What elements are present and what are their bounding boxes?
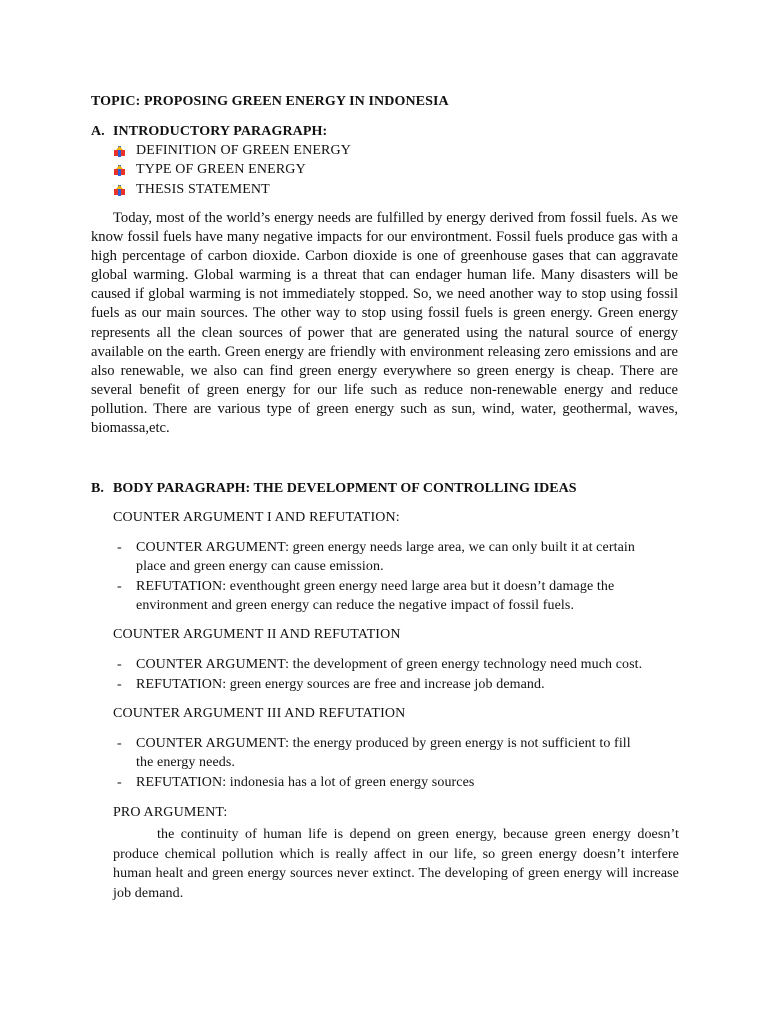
section-b-heading: BODY PARAGRAPH: THE DEVELOPMENT OF CONTROLLING IDEAS (113, 481, 577, 496)
bullet-text: DEFINITION OF GREEN ENERGY (136, 143, 352, 158)
group-title: COUNTER ARGUMENT II AND REFUTATION (113, 627, 401, 642)
group-title: COUNTER ARGUMENT III AND REFUTATION (113, 706, 406, 721)
document-topic: TOPIC: PROPOSING GREEN ENERGY IN INDONESIA (91, 94, 449, 109)
item-line: REFUTATION: indonesia has a lot of green energy sources (136, 775, 475, 790)
group-title: COUNTER ARGUMENT I AND REFUTATION: (113, 510, 400, 525)
dash-marker: - (117, 579, 122, 594)
dash-marker: - (117, 657, 122, 672)
introductory-paragraph: Today, most of the world’s energy needs are fulfilled by energy derived from fossil fuels. As we know fossil fuels have many negative impacts for our environtment. Fossil fuels produce gas with a high percentage of carbon dioxide. Carbon dioxide is one of greenhouse gases that can aggravate global warming. Global warming is a threat that can endager human life. Many disasters will be caused if global warming is not immediately stopped. So, we need another way to stop using fossil fuels as our main sources. The other way to stop using fossil fuels is green energy. Green energy represents all the clean sources of power that are generated using the natural source of energy available on the earth. Green energy are friendly with environment releasing zero emissions and are also renewable, we also can find green energy everywhere so green energy is cheap. There are several benefit of green energy for our life such as reduce non-renewable energy and reduce pollution. There are various type of green energy such as sun, wind, water, geothermal, waves, biomassa,etc. (91, 210, 678, 437)
section-b-marker: B. (91, 481, 104, 496)
section-a-marker: A. (91, 124, 105, 139)
item-line: REFUTATION: green energy sources are free and increase job demand. (136, 677, 545, 692)
section-a-heading: INTRODUCTORY PARAGRAPH: (113, 124, 328, 139)
bullet-text: TYPE OF GREEN ENERGY (136, 162, 306, 177)
item-line: environment and green energy can reduce the negative impact of fossil fuels. (136, 598, 575, 613)
item-line: REFUTATION: eventhought green energy need large area but it doesn’t damage the (136, 579, 615, 594)
dash-marker: - (117, 775, 122, 790)
dash-marker: - (117, 540, 122, 555)
pro-argument-title: PRO ARGUMENT: (113, 805, 228, 820)
arrow-bullet-icon (113, 164, 126, 177)
arrow-bullet-icon (113, 184, 126, 197)
arrow-bullet-icon (113, 145, 126, 158)
dash-marker: - (117, 736, 122, 751)
item-line: COUNTER ARGUMENT: the development of green energy technology need much cost. (136, 657, 643, 672)
item-line: COUNTER ARGUMENT: green energy needs large area, we can only built it at certain (136, 540, 635, 555)
item-line: place and green energy can cause emission. (136, 559, 384, 574)
dash-marker: - (117, 677, 122, 692)
bullet-text: THESIS STATEMENT (136, 182, 270, 197)
pro-argument-paragraph: the continuity of human life is depend on green energy, because green energy doesn’t produce chemical pollution which is really affect in our life, so green energy doesn’t interfere human healt and green energy sources never extinct. The developing of green energy will increase job demand. (113, 827, 679, 901)
item-line: the energy needs. (136, 755, 236, 770)
item-line: COUNTER ARGUMENT: the energy produced by green energy is not sufficient to fill (136, 736, 631, 751)
